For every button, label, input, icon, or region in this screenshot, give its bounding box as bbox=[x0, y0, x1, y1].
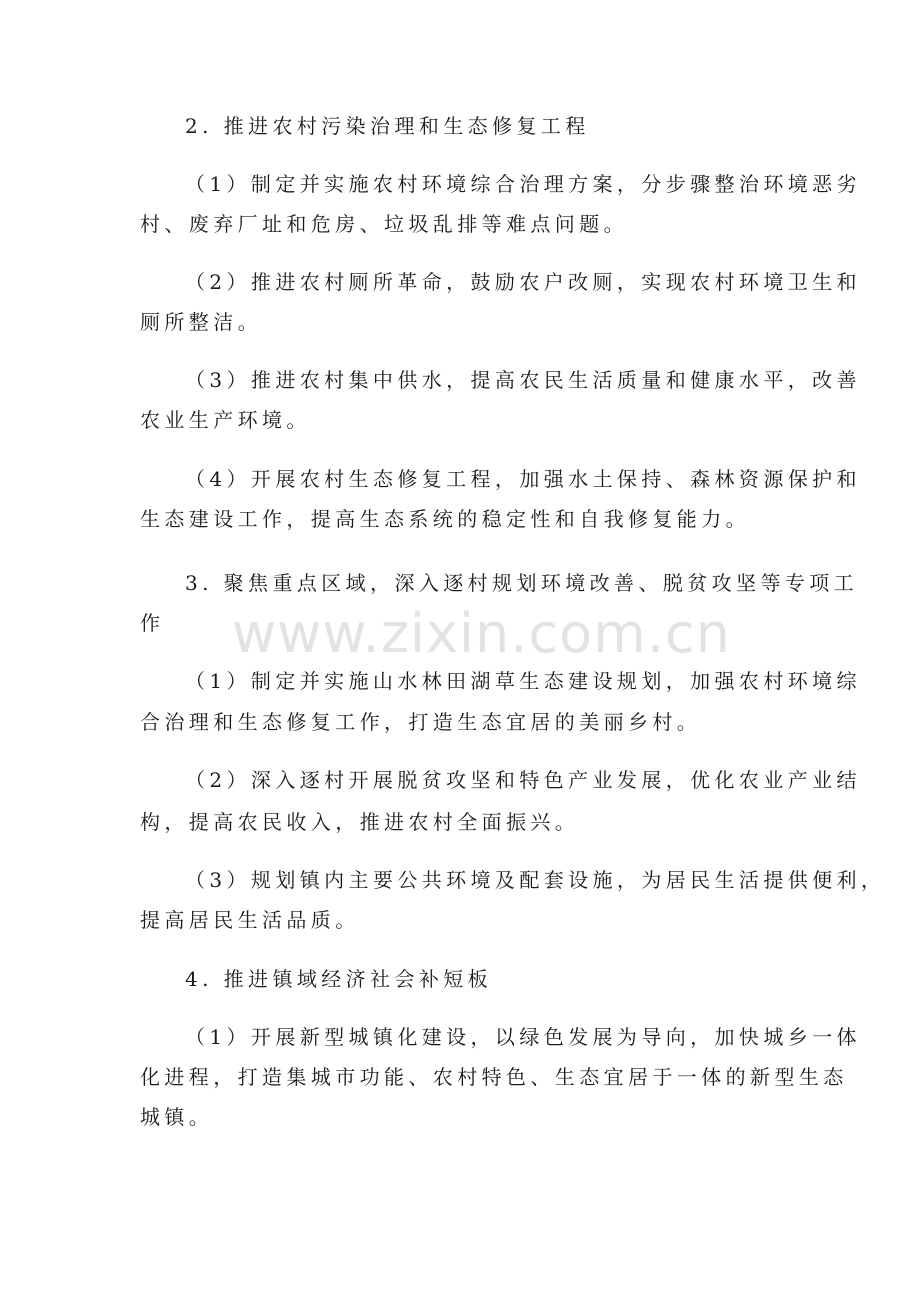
paragraph-2-4-line-1: （4）开展农村生态修复工程，加强水土保持、森林资源保护和 bbox=[185, 467, 861, 491]
paragraph-3-2-line-2: 构，提高农民收入，推进农村全面振兴。 bbox=[140, 810, 580, 834]
paragraph-2-3-line-2: 农业生产环境。 bbox=[140, 408, 311, 432]
watermark: www.zixin.com.cn bbox=[232, 602, 731, 665]
section-heading-3-line-1: 3. 聚焦重点区域，深入逐村规划环境改善、脱贫攻坚等专项工 bbox=[185, 571, 859, 595]
paragraph-3-2-line-1: （2）深入逐村开展脱贫攻坚和特色产业发展，优化农业产业结 bbox=[185, 768, 861, 792]
paragraph-2-4-line-2: 生态建设工作，提高生态系统的稳定性和自我修复能力。 bbox=[140, 507, 750, 531]
paragraph-2-2-line-1: （2）推进农村厕所革命，鼓励农户改厕，实现农村环境卫生和 bbox=[185, 270, 861, 294]
section-heading-4: 4. 推进镇域经济社会补短板 bbox=[185, 967, 493, 991]
paragraph-2-1-line-1: （1）制定并实施农村环境综合治理方案，分步骤整治环境恶劣 bbox=[185, 172, 861, 196]
paragraph-4-1-line-3: 城镇。 bbox=[140, 1105, 214, 1129]
paragraph-3-3-line-2: 提高居民生活品质。 bbox=[140, 908, 360, 932]
paragraph-4-1-line-1: （1）开展新型城镇化建设，以绿色发展为导向，加快城乡一体 bbox=[185, 1025, 861, 1049]
paragraph-2-1-line-2: 村、废弃厂址和危房、垃圾乱排等难点问题。 bbox=[140, 212, 628, 236]
paragraph-4-1-line-2: 化进程，打造集城市功能、农村特色、生态宜居于一体的新型生态 bbox=[140, 1065, 848, 1089]
paragraph-2-3-line-1: （3）推进农村集中供水，提高农民生活质量和健康水平，改善 bbox=[185, 368, 861, 392]
section-heading-2: 2. 推进农村污染治理和生态修复工程 bbox=[185, 114, 590, 138]
paragraph-2-2-line-2: 厕所整洁。 bbox=[140, 310, 262, 334]
paragraph-3-3-line-1: （3）规划镇内主要公共环境及配套设施，为居民生活提供便利， bbox=[185, 868, 886, 892]
paragraph-3-1-line-1: （1）制定并实施山水林田湖草生态建设规划，加强农村环境综 bbox=[185, 669, 861, 693]
paragraph-3-1-line-2: 合治理和生态修复工作，打造生态宜居的美丽乡村。 bbox=[140, 710, 702, 734]
section-heading-3-line-2: 作 bbox=[140, 611, 165, 635]
